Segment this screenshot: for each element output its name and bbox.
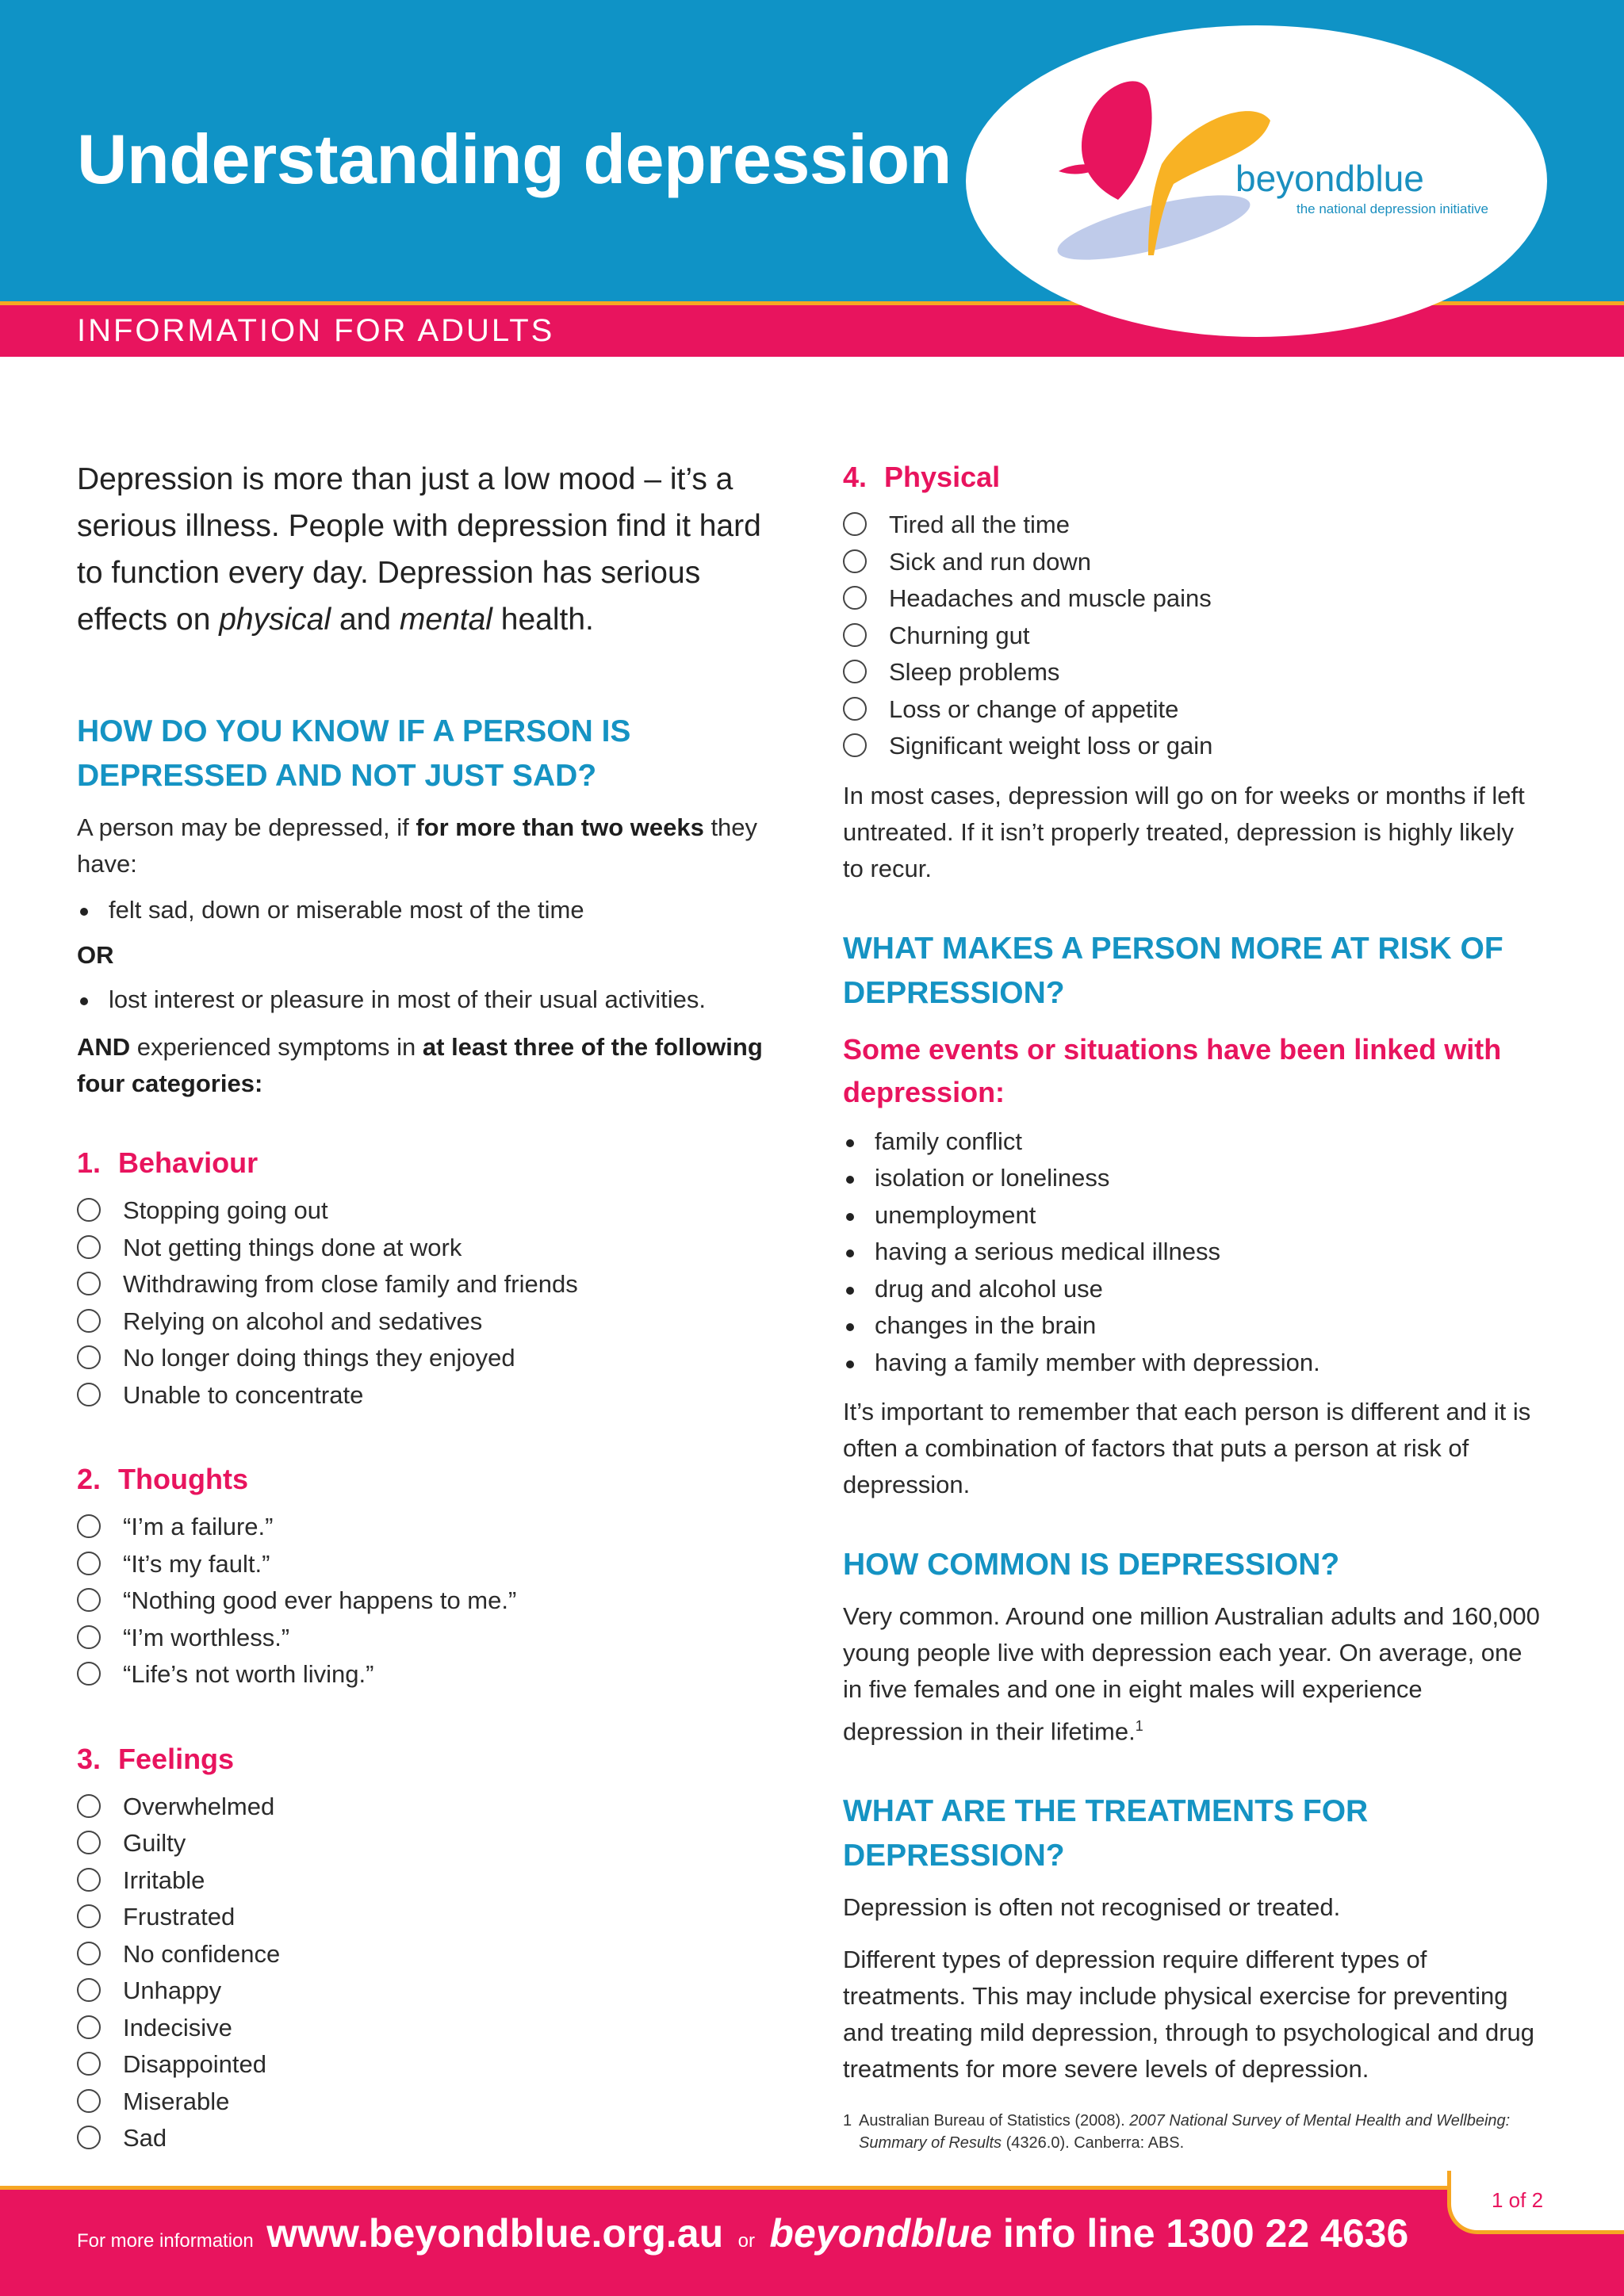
physical-checklist [843,507,1541,765]
checkbox-circle-icon[interactable] [843,549,867,573]
checkbox-circle-icon[interactable] [77,1662,101,1686]
item-label: Stopping going out [123,1196,328,1224]
item-label: Unable to concentrate [123,1380,364,1409]
item-label: “Life’s not worth living.” [123,1660,374,1688]
checkbox-circle-icon[interactable] [77,1831,101,1854]
thoughts-checklist [77,1509,775,1693]
checklist-item[interactable] [77,1377,775,1414]
checkbox-circle-icon[interactable] [843,586,867,610]
checklist-item[interactable] [77,2084,775,2121]
checkbox-circle-icon[interactable] [77,1904,101,1928]
list-item: lost interest or pleasure in most of their usual activities. [77,982,775,1019]
checklist-item[interactable] [77,1582,775,1620]
checklist-item[interactable] [843,580,1541,618]
item-label: Disappointed [123,2050,266,2078]
item-label: drug and alcohol use [875,1274,1103,1303]
item-label: Sleep problems [889,658,1060,686]
page-subtitle: INFORMATION FOR ADULTS [77,313,555,348]
item-label: “It’s my fault.” [123,1549,270,1578]
checklist-item[interactable] [77,2120,775,2157]
item-label: Unhappy [123,1976,222,2004]
treatments-detail: Different types of depression require different types of treatments. This may include physical exercise for preventing and treating mild depression, through to psychological and drug treatments for more severe levels of depression. [843,1946,1534,2084]
item-label: Indecisive [123,2013,232,2042]
checkbox-circle-icon[interactable] [77,1383,101,1406]
info-line[interactable]: info line 1300 22 4636 [991,2211,1409,2256]
checklist-item[interactable] [843,544,1541,581]
checklist-item[interactable] [77,1862,775,1900]
checklist-item[interactable] [843,507,1541,544]
checklist-item[interactable] [77,1230,775,1267]
checkbox-circle-icon[interactable] [77,1552,101,1575]
item-label: Churning gut [889,621,1030,649]
list-item [843,1197,1541,1234]
item-label: Frustrated [123,1903,236,1931]
left-column [77,456,775,2157]
more-info-label: For more information [77,2230,254,2252]
checkbox-circle-icon[interactable] [77,1272,101,1295]
checkbox-circle-icon[interactable] [77,1345,101,1369]
checkbox-circle-icon[interactable] [843,697,867,721]
item-label: Significant weight loss or gain [889,732,1213,760]
checklist-item[interactable] [77,2010,775,2047]
know-lead: A person may be depressed, if for more than two weeks they have: [77,813,758,878]
physical-note: In most cases, depression will go on for weeks or months if left untreated. If it isn’t properly treated, depression is highly likely to recur. [843,781,1525,882]
intro-paragraph: Depression is more than just a low mood – it’s a serious illness. People with depression find it hard to function every day. Depression has serious effects on physical and mental health. [77,462,761,637]
item-label: Relying on alcohol and sedatives [123,1307,483,1335]
bullet-icon [846,1139,854,1147]
item-label: No longer doing things they enjoyed [123,1344,515,1372]
checklist-item[interactable] [77,1340,775,1377]
website-link[interactable]: www.beyondblue.org.au [266,2211,724,2256]
list-item [843,1271,1541,1308]
item-label: having a serious medical illness [875,1238,1220,1265]
common-text: Very common. Around one million Australian adults and 160,000 young people live with depression each year. On average, one in five females and one in eight males will experience depression in their lifetime.$^1$ [843,1602,1540,1746]
checkbox-circle-icon[interactable] [77,1198,101,1222]
checklist-item[interactable] [843,728,1541,765]
page-title: Understanding depression [77,120,952,198]
item-label: “Nothing good ever happens to me.” [123,1586,517,1614]
checkbox-circle-icon[interactable] [843,660,867,683]
checklist-item[interactable] [77,1899,775,1936]
item-label: Overwhelmed [123,1792,275,1820]
item-label: Sad [123,2124,167,2152]
bullet-icon [846,1360,854,1368]
checkbox-circle-icon[interactable] [77,2052,101,2076]
item-label: “I’m worthless.” [123,1623,290,1651]
know-bullet-list-2 [77,982,775,1019]
behaviour-heading: 1. Behaviour [77,1146,259,1179]
checklist-item[interactable] [77,1303,775,1341]
and-criteria: AND experienced symptoms in at least three of the following four categories: [77,1033,763,1097]
bullet-icon [846,1213,854,1221]
item-label: Miserable [123,2087,230,2115]
checkbox-circle-icon[interactable] [77,1868,101,1892]
common-heading: HOW COMMON IS DEPRESSION? [843,1548,1340,1582]
checkbox-circle-icon[interactable] [77,1978,101,2002]
bullet-icon [846,1287,854,1295]
checkbox-circle-icon[interactable] [77,1309,101,1333]
brand-name: beyondblue [769,2211,992,2256]
risk-note: It’s important to remember that each person is different and it is often a combination of factors that puts a person at risk of depression. [843,1398,1531,1498]
right-column [843,456,1541,2154]
logo-tagline: the national depression initiative [1297,201,1488,216]
checkbox-circle-icon[interactable] [77,2089,101,2113]
item-label: family conflict [875,1127,1023,1155]
checklist-item[interactable] [77,1656,775,1693]
item-label: changes in the brain [875,1311,1097,1339]
checkbox-circle-icon[interactable] [77,1235,101,1259]
checklist-item[interactable] [77,1936,775,1973]
checkbox-circle-icon[interactable] [77,1942,101,1965]
know-heading: HOW DO YOU KNOW IF A PERSON IS DEPRESSED AND NOT JUST SAD? [77,714,631,793]
item-label: Sick and run down [889,547,1092,576]
know-bullet-list-1 [77,892,775,929]
bullet-icon [846,1176,854,1184]
thoughts-heading: 2. Thoughts [77,1463,248,1495]
feelings-heading: 3. Feelings [77,1742,235,1775]
checklist-item[interactable] [77,1266,775,1303]
checkbox-circle-icon[interactable] [77,2126,101,2149]
checkbox-circle-icon[interactable] [77,2015,101,2039]
item-label: having a family member with depression. [875,1348,1320,1376]
checkbox-circle-icon[interactable] [843,733,867,757]
item-label: isolation or loneliness [875,1164,1110,1192]
physical-heading: 4. Physical [843,461,1001,493]
checkbox-circle-icon[interactable] [843,623,867,647]
checkbox-circle-icon[interactable] [77,1588,101,1612]
list-item [843,1160,1541,1197]
checklist-item[interactable] [77,1620,775,1657]
behaviour-checklist [77,1192,775,1414]
item-label: “I’m a failure.” [123,1513,274,1540]
item-label: Irritable [123,1866,205,1894]
risk-heading: WHAT MAKES A PERSON MORE AT RISK OF DEPRESSION? [843,931,1503,1010]
checklist-item[interactable] [77,1546,775,1583]
footer-contact [77,2210,1408,2256]
checkbox-circle-icon[interactable] [77,1514,101,1538]
or-label: OR [77,940,114,969]
or-label: or [737,2230,755,2252]
item-label: Not getting things done at work [123,1233,462,1261]
checkbox-circle-icon[interactable] [77,1794,101,1818]
treatments-heading: WHAT ARE THE TREATMENTS FOR DEPRESSION? [843,1794,1369,1873]
item-label: Loss or change of appetite [889,695,1179,723]
checklist-item[interactable] [843,618,1541,655]
logo-wordmark: beyondblue [1235,158,1424,199]
list-item [843,1345,1541,1382]
risk-list [843,1123,1541,1382]
bullet-icon [846,1249,854,1257]
checklist-item[interactable] [77,2046,775,2084]
feelings-checklist [77,1789,775,2157]
item-label: Withdrawing from close family and friends [123,1270,578,1298]
item-label: unemployment [875,1200,1036,1229]
item-label: Headaches and muscle pains [889,584,1212,612]
treatments-intro: Depression is often not recognised or treated. [843,1893,1341,1922]
item-label: Guilty [123,1829,186,1857]
risk-subheading: Some events or situations have been linked with depression: [843,1032,1502,1108]
checklist-item[interactable] [77,1825,775,1862]
checklist-item[interactable] [77,1509,775,1546]
checkbox-circle-icon[interactable] [843,512,867,536]
list-item [843,1307,1541,1345]
checklist-item[interactable] [843,691,1541,729]
list-item [843,1123,1541,1161]
page-number: 1 of 2 [1492,2188,1544,2212]
checklist-item[interactable] [77,1192,775,1230]
item-label: No confidence [123,1939,281,1968]
footnote: 1 Australian Bureau of Statistics (2008). 2007 National Survey of Mental Health and Wellbeing: Summary of Results (4326.0). Canberra: ABS. [843,2112,1511,2152]
bullet-icon [846,1323,854,1331]
checkbox-circle-icon[interactable] [77,1625,101,1649]
item-label: Tired all the time [889,511,1070,538]
checklist-item[interactable] [77,1789,775,1826]
list-item: felt sad, down or miserable most of the time [77,892,775,929]
checklist-item[interactable] [77,1973,775,2010]
list-item [843,1234,1541,1271]
checklist-item[interactable] [843,654,1541,691]
